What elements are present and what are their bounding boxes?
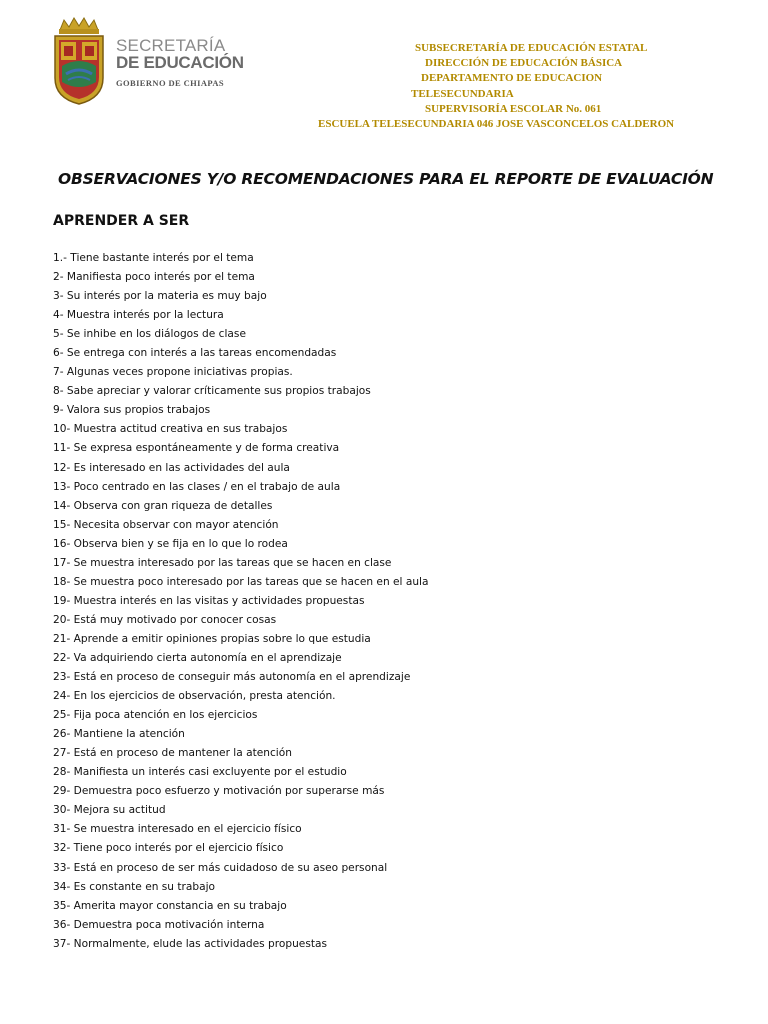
observation-item: 24- En los ejercicios de observación, presta atención.	[53, 690, 336, 703]
logo-line-de-educacion: DE EDUCACIÓN	[116, 53, 244, 72]
observation-item: 16- Observa bien y se fija en lo que lo rodea	[53, 537, 288, 550]
logo-line-gobierno: GOBIERNO DE CHIAPAS	[116, 78, 225, 88]
observation-item: 2- Manifiesta poco interés por el tema	[53, 271, 255, 284]
observation-item: 1.- Tiene bastante interés por el tema	[53, 252, 254, 264]
observation-item: 21- Aprende a emitir opiniones propias sobre lo que estudia	[53, 632, 371, 645]
observation-item: 7- Algunas veces propone iniciativas propias.	[53, 366, 293, 379]
observation-item: 27- Está en proceso de mantener la atención	[53, 747, 292, 760]
observation-item: 10- Muestra actitud creativa en sus trabajos	[53, 423, 288, 436]
observation-item: 9- Valora sus propios trabajos	[53, 404, 211, 417]
header-line-direccion: DIRECCIÓN DE EDUCACIÓN BÁSICA	[425, 57, 623, 70]
observation-item: 18- Se muestra poco interesado por las tareas que se hacen en el aula	[53, 575, 429, 588]
institution-header	[318, 41, 698, 132]
observation-item: 5- Se inhibe en los diálogos de clase	[53, 328, 246, 341]
observation-item: 4- Muestra interés por la lectura	[53, 309, 224, 322]
logo-line-secretaria: SECRETARÍA	[116, 36, 226, 55]
observation-item: 11- Se expresa espontáneamente y de forma creativa	[53, 442, 340, 455]
observation-item: 6- Se entrega con interés a las tareas encomendadas	[53, 347, 337, 360]
document-title: OBSERVACIONES Y/O RECOMENDACIONES PARA EL REPORTE DE EVALUACIÓN	[58, 170, 714, 188]
observation-item: 13- Poco centrado en las clases / en el trabajo de aula	[53, 480, 341, 493]
observation-item: 35- Amerita mayor constancia en su trabajo	[53, 899, 287, 912]
observation-item: 37- Normalmente, elude las actividades propuestas	[53, 937, 328, 950]
header-line-subsecretaria: SUBSECRETARÍA DE EDUCACIÓN ESTATAL	[415, 42, 648, 54]
observation-item: 36- Demuestra poca motivación interna	[53, 918, 265, 931]
header-line-escuela: ESCUELA TELESECUNDARIA 046 JOSE VASCONCELOS CALDERON	[318, 118, 675, 131]
observation-item: 23- Está en proceso de conseguir más autonomía en el aprendizaje	[53, 671, 411, 684]
observation-item: 15- Necesita observar con mayor atención	[53, 518, 279, 531]
chiapas-coat-of-arms-icon	[52, 16, 106, 106]
observation-item: 12- Es interesado en las actividades del aula	[53, 461, 290, 474]
observation-item: 19- Muestra interés en las visitas y actividades propuestas	[53, 594, 365, 607]
header-line-supervisoria: SUPERVISORÍA ESCOLAR No. 061	[425, 102, 602, 115]
header-line-departamento: DEPARTAMENTO DE EDUCACION	[421, 72, 603, 85]
observation-item: 28- Manifiesta un interés casi excluyente por el estudio	[53, 766, 347, 779]
observation-item: 33- Está en proceso de ser más cuidadoso de su aseo personal	[53, 861, 388, 874]
logo-text	[116, 37, 244, 88]
observation-item: 22- Va adquiriendo cierta autonomía en el aprendizaje	[53, 651, 342, 664]
observation-item: 34- Es constante en su trabajo	[53, 880, 216, 893]
observation-item: 17- Se muestra interesado por las tareas que se hacen en clase	[53, 556, 392, 569]
observation-item: 8- Sabe apreciar y valorar críticamente sus propios trabajos	[53, 385, 371, 398]
observation-item: 26- Mantiene la atención	[53, 728, 185, 741]
observations-list	[53, 249, 743, 954]
observation-item: 14- Observa con gran riqueza de detalles	[53, 499, 273, 512]
observation-item: 20- Está muy motivado por conocer cosas	[53, 613, 277, 626]
observation-item: 31- Se muestra interesado en el ejercicio físico	[53, 823, 302, 836]
observation-item: 30- Mejora su actitud	[53, 804, 166, 817]
observation-item: 25- Fija poca atención en los ejercicios	[53, 709, 258, 722]
section-title: APRENDER A SER	[53, 213, 190, 229]
observation-item: 32- Tiene poco interés por el ejercicio físico	[53, 842, 284, 855]
secretaria-logo	[52, 16, 242, 108]
header-line-telesecundaria: TELESECUNDARIA	[411, 87, 514, 100]
observation-item: 3- Su interés por la materia es muy bajo	[53, 290, 267, 303]
observation-item: 29- Demuestra poco esfuerzo y motivación por superarse más	[53, 785, 385, 798]
